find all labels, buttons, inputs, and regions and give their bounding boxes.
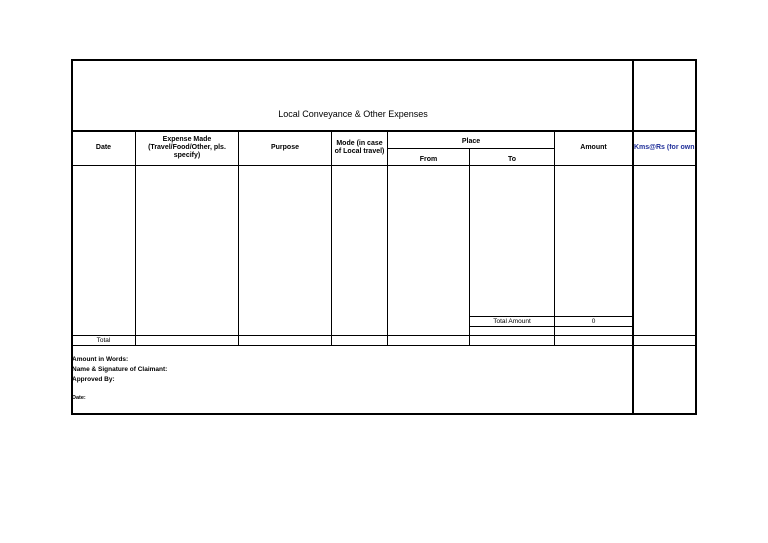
total-amount-row-top (469, 316, 633, 317)
total-amount-label: Total Amount (493, 318, 531, 325)
outer-border-right (695, 59, 697, 415)
place-subheader-line (387, 148, 554, 149)
total-row-top (71, 335, 697, 336)
total-amount-row-bottom (469, 326, 633, 327)
form-title: Local Conveyance & Other Expenses (278, 109, 428, 119)
total-label: Total (96, 337, 111, 344)
header-place: Place (461, 138, 481, 145)
header-from: From (419, 156, 438, 163)
header-date: Date (95, 144, 112, 151)
title-bottom-border (71, 130, 697, 132)
header-row-bottom (71, 165, 697, 166)
header-expense-made-line1: Expense Made (162, 136, 212, 143)
header-expense-made-line3: specify) (173, 152, 201, 159)
header-to: To (507, 156, 517, 163)
total-amount-value: 0 (591, 318, 596, 325)
header-kms: Kms@Rs (for own (634, 144, 695, 151)
header-purpose: Purpose (270, 144, 299, 151)
header-expense-made-line2: (Travel/Food/Other, pls. (148, 144, 226, 151)
col-line-2 (238, 131, 239, 346)
amount-in-words-label: Amount in Words: (72, 356, 129, 363)
col-line-6 (554, 131, 555, 346)
date-label: Date: (72, 395, 86, 401)
header-mode-line1: Mode (in case (336, 140, 383, 147)
approved-by-label: Approved By: (72, 376, 115, 383)
header-amount: Amount (580, 144, 607, 151)
name-signature-label: Name & Signature of Claimant: (72, 366, 168, 373)
col-line-3 (331, 131, 332, 346)
col-line-1 (135, 131, 136, 346)
outer-border-top (71, 59, 697, 61)
outer-border-bottom (71, 413, 697, 415)
header-mode-line2: of Local travel) (334, 148, 385, 155)
total-row-bottom (71, 345, 697, 346)
